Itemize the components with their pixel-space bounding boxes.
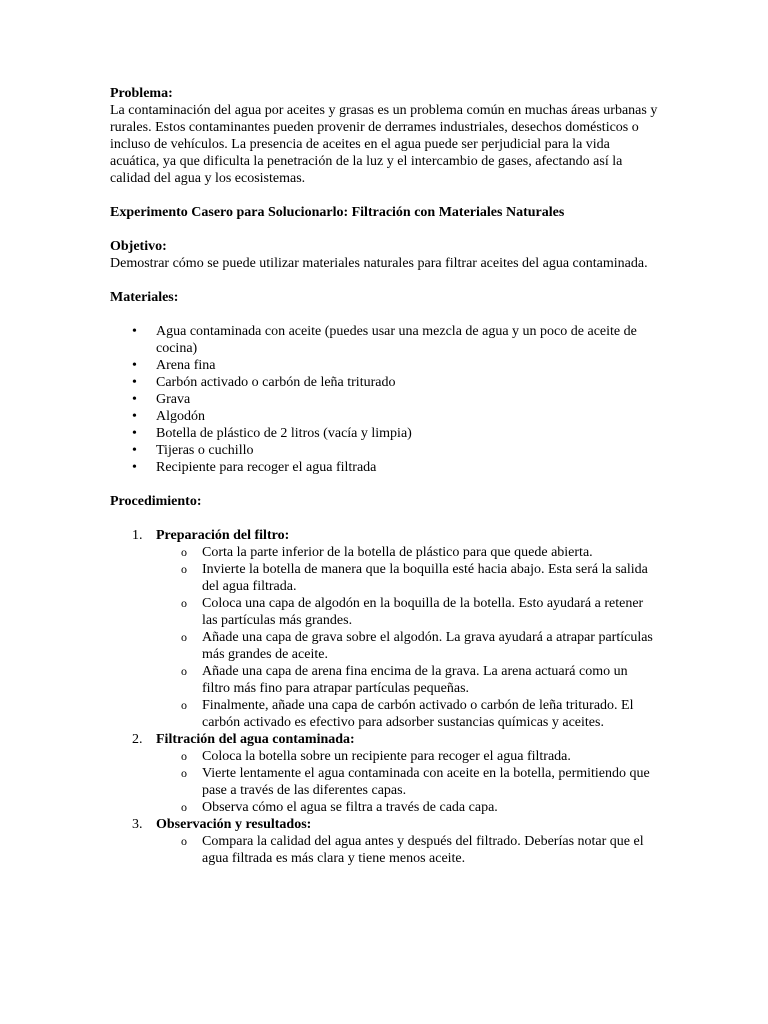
step-item xyxy=(110,816,658,867)
objetivo-section xyxy=(110,238,658,272)
step-title: Filtración del agua contaminada: xyxy=(156,732,355,747)
list-item: • Recipiente para recoger el agua filtrada xyxy=(110,459,658,476)
experimento-section xyxy=(110,204,658,221)
list-item: • Agua contaminada con aceite (puedes usar una mezcla de agua y un poco de aceite de cocina) xyxy=(110,323,658,357)
step-substeps xyxy=(156,544,658,731)
substep-item: o Vierte lentamente el agua contaminada con aceite en la botella, permitiendo que pase a través de las diferentes capas. xyxy=(156,765,658,799)
list-item: • Algodón xyxy=(110,408,658,425)
list-item: • Grava xyxy=(110,391,658,408)
step-substeps xyxy=(156,748,658,816)
experimento-heading: Experimento Casero para Solucionarlo: Filtración con Materiales Naturales xyxy=(110,205,565,220)
objetivo-text: Demostrar cómo se puede utilizar materiales naturales para filtrar aceites del agua contaminada. xyxy=(110,256,648,271)
list-item: • Tijeras o cuchillo xyxy=(110,442,658,459)
step-number: 1. xyxy=(132,528,143,543)
problema-section xyxy=(110,85,658,187)
substep-item: o Coloca una capa de algodón en la boquilla de la botella. Esto ayudará a retener las partículas más grandes. xyxy=(156,595,658,629)
objetivo-heading: Objetivo: xyxy=(110,239,167,254)
step-number: 2. xyxy=(132,732,143,747)
substep-item: o Invierte la botella de manera que la boquilla esté hacia abajo. Esta será la salida del agua filtrada. xyxy=(156,561,658,595)
document-body xyxy=(110,85,658,867)
substep-item: o Añade una capa de grava sobre el algodón. La grava ayudará a atrapar partículas más grandes de aceite. xyxy=(156,629,658,663)
step-title: Preparación del filtro: xyxy=(156,528,290,543)
problema-text: La contaminación del agua por aceites y grasas es un problema común en muchas áreas urbanas y rurales. Estos contaminantes pueden provenir de derrames industriales, desechos domésticos o incluso de vehículos. La presencia de aceites en el agua puede ser perjudicial para la vida acuática, ya que dificulta la penetración de la luz y el intercambio de gases, afectando así la calidad del agua y los ecosistemas. xyxy=(110,103,658,186)
materiales-list xyxy=(110,323,658,476)
step-number: 3. xyxy=(132,817,143,832)
step-item xyxy=(110,731,658,816)
substep-item: o Coloca la botella sobre un recipiente para recoger el agua filtrada. xyxy=(156,748,658,765)
list-item: • Arena fina xyxy=(110,357,658,374)
substep-item: o Corta la parte inferior de la botella de plástico para que quede abierta. xyxy=(156,544,658,561)
materiales-section xyxy=(110,289,658,476)
substep-item: o Compara la calidad del agua antes y después del filtrado. Deberías notar que el agua filtrada es más clara y tiene menos aceite. xyxy=(156,833,658,867)
problema-heading: Problema: xyxy=(110,86,173,101)
step-title: Observación y resultados: xyxy=(156,817,312,832)
substep-item: o Observa cómo el agua se filtra a través de cada capa. xyxy=(156,799,658,816)
materiales-heading: Materiales: xyxy=(110,290,179,305)
substep-item: o Añade una capa de arena fina encima de la grava. La arena actuará como un filtro más fino para atrapar partículas pequeñas. xyxy=(156,663,658,697)
substep-item: o Finalmente, añade una capa de carbón activado o carbón de leña triturado. El carbón activado es efectivo para adsorber sustancias químicas y aceites. xyxy=(156,697,658,731)
procedimiento-steps xyxy=(110,527,658,867)
procedimiento-heading: Procedimiento: xyxy=(110,494,202,509)
list-item: • Carbón activado o carbón de leña triturado xyxy=(110,374,658,391)
step-substeps xyxy=(156,833,658,867)
step-item xyxy=(110,527,658,731)
procedimiento-section xyxy=(110,493,658,867)
list-item: • Botella de plástico de 2 litros (vacía y limpia) xyxy=(110,425,658,442)
